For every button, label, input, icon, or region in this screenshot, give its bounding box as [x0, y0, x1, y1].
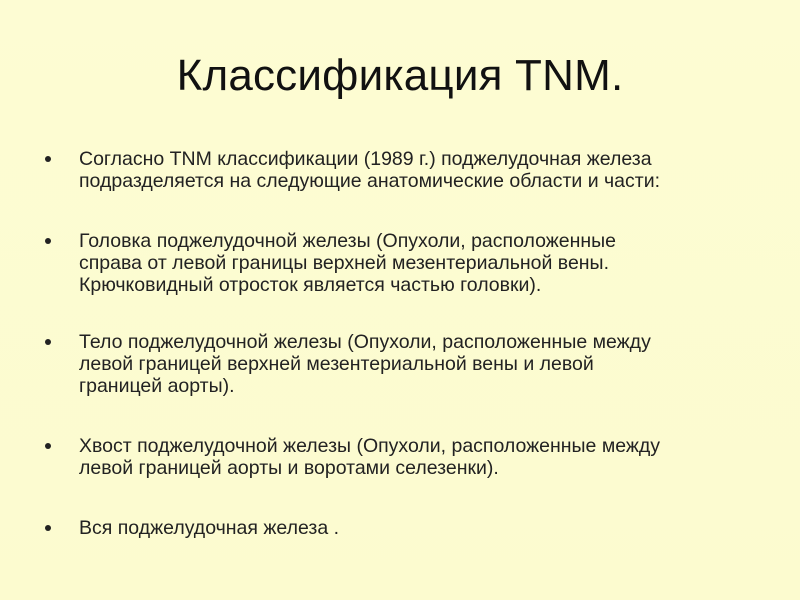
- bullet-text-line: подразделяется на следующие анатомические области и части:: [79, 170, 661, 192]
- bullet-item-whole: [45, 517, 765, 539]
- bullet-text-line: Тело поджелудочной железы (Опухоли, расположенные между: [79, 331, 651, 353]
- bullet-text-line: справа от левой границы верхней мезентериальной вены.: [79, 252, 609, 274]
- bullet-dot-icon: [45, 525, 51, 531]
- bullet-item-head: [45, 230, 765, 296]
- bullet-item-tnm-intro: [45, 148, 765, 192]
- bullet-text-line: Крючковидный отросток является частью головки).: [79, 274, 542, 296]
- bullet-text-line: левой границей аорты и воротами селезенки).: [79, 457, 499, 479]
- bullet-text-line: левой границей верхней мезентериальной вены и левой: [79, 353, 594, 375]
- bullet-text-line: Головка поджелудочной железы (Опухоли, расположенные: [79, 230, 617, 252]
- bullet-item-body: [45, 331, 765, 397]
- bullet-text-line: Согласно TNM классификации (1989 г.) поджелудочная железа: [79, 148, 652, 170]
- bullet-text-line: Вся поджелудочная железа .: [79, 517, 340, 539]
- bullet-list: [45, 148, 765, 577]
- slide-title: Классификация TNM.: [176, 51, 624, 100]
- bullet-dot-icon: [45, 443, 51, 449]
- bullet-dot-icon: [45, 238, 51, 244]
- bullet-dot-icon: [45, 339, 51, 345]
- bullet-item-tail: [45, 435, 765, 479]
- bullet-dot-icon: [45, 156, 51, 162]
- bullet-text-line: границей аорты).: [79, 375, 235, 397]
- bullet-text-line: Хвост поджелудочной железы (Опухоли, расположенные между: [79, 435, 661, 457]
